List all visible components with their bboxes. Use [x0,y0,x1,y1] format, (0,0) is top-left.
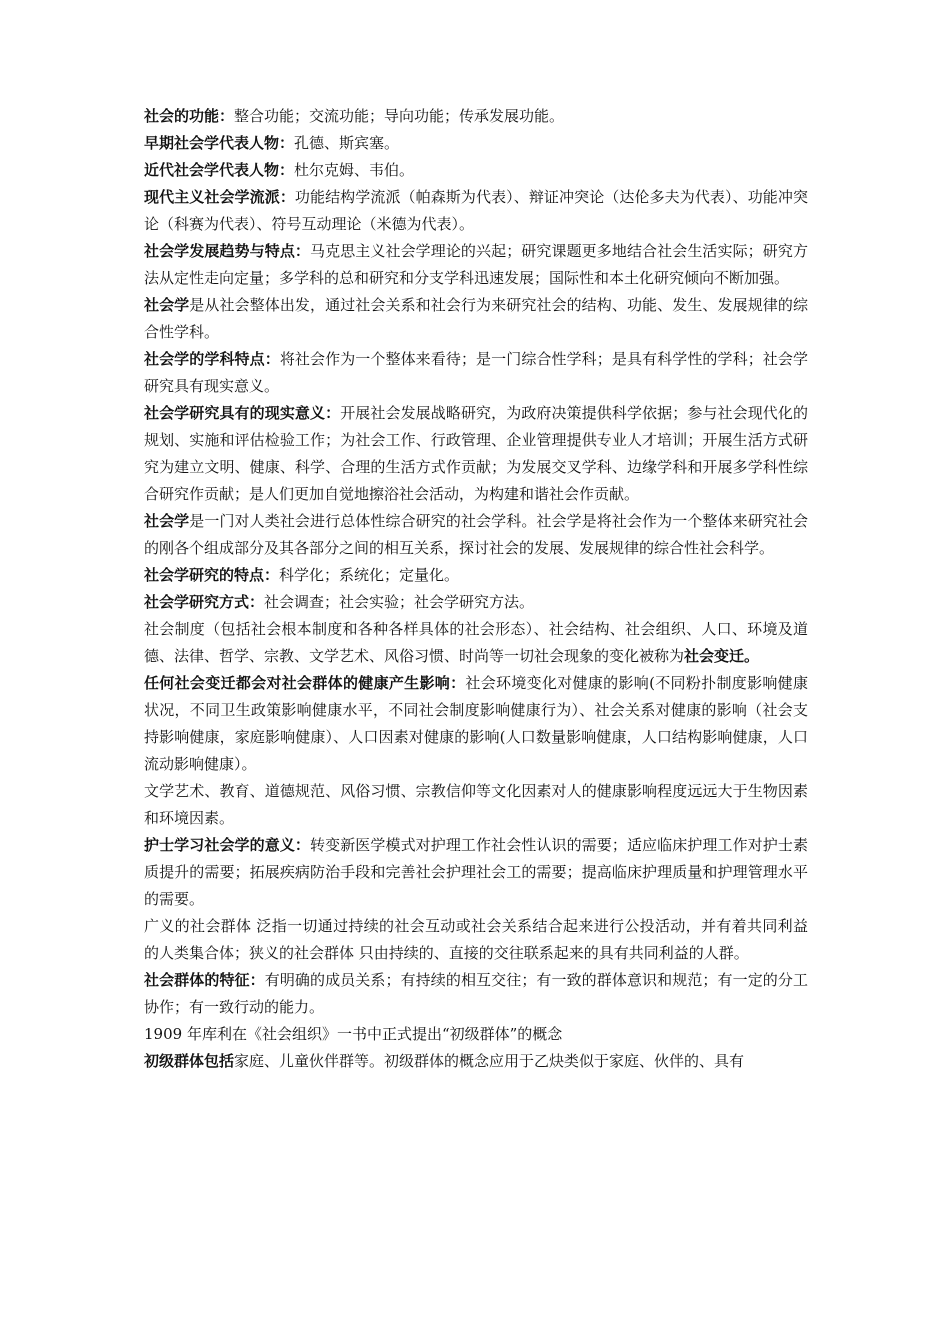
term-label: 社会学 [144,512,190,530]
term-label: 社会变迁。 [684,647,760,665]
paragraph-research-methods: 社会学研究方式：社会调查；社会实验；社会学研究方法。 [144,593,535,611]
term-label: 早期社会学代表人物 [144,134,280,152]
term-label: 近代社会学代表人物 [144,161,280,179]
paragraph-text: 广义的社会群体 泛指一切通过持续的社会互动或社会关系结合起来进行公投活动，并有着共同利益的人类集合体；狭义的社会群体 只由持续的、直接的交往联系起来的具有共同利益的人群。 [144,917,808,962]
paragraph-text: 1909 年库利在《社会组织》一书中正式提出“初级群体”的概念 [144,1025,563,1043]
paragraph-research-features: 社会学研究的特点：科学化；系统化；定量化。 [144,566,460,584]
term-label: 初级群体包括 [144,1052,235,1070]
paragraph-text: 社会调查；社会实验；社会学研究方法。 [264,593,535,611]
paragraph-modern-sociologists: 近代社会学代表人物：杜尔克姆、韦伯。 [144,161,415,179]
paragraph-text: 有明确的成员关系；有持续的相互交往；有一致的群体意识和规范；有一定的分工协作；有一致行动的能力。 [144,971,808,1016]
paragraph-text: 转变新医学模式对护理工作社会性认识的需要；适应临床护理工作对护士素质提升的需要；拓展疾病防治手段和完善社会护理社会工的需要；提高临床护理质量和护理管理水平的需要。 [144,836,808,908]
paragraph-trends: 社会学发展趋势与特点：马克思主义社会学理论的兴起；研究课题更多地结合社会生活实际；研究方法从定性走向定量；多学科的总和研究和分支学科迅速发展；国际性和本土化研究倾向不断加强。 [144,242,808,287]
paragraph-schools: 现代主义社会学流派：功能结构学流派（帕森斯为代表）、辩证冲突论（达伦多夫为代表）、功能冲突论（科赛为代表）、符号互动理论（米德为代表）。 [144,188,808,233]
paragraph-sociology-definition-2 [144,508,808,562]
paragraph-text: 马克思主义社会学理论的兴起；研究课题更多地结合社会生活实际；研究方法从定性走向定量；多学科的总和研究和分支学科迅速发展；国际性和本土化研究倾向不断加强。 [144,242,808,287]
term-label: 社会学的学科特点 [144,350,265,368]
paragraph-text: 是从社会整体出发，通过社会关系和社会行为来研究社会的结构、功能、发生、发展规律的综合性学科。 [144,296,808,341]
paragraph-social-change [144,616,808,670]
paragraph-text: 开展社会发展战略研究，为政府决策提供科学依据；参与社会现代化的规划、实施和评估检验工作；为社会工作、行政管理、企业管理提供专业人才培训；开展生活方式研究为建立文明、健康、科学、合理的生活方式作贡献；为发展交叉学科、边缘学科和开展多学科性综合研究作贡献；是人们更加自觉地擦浴社会活动，为构建和谐社会作贡献。 [144,404,808,503]
paragraph-text: 整合功能；交流功能；导向功能；传承发展功能。 [234,107,565,125]
term-label: 社会学研究的特点 [144,566,265,584]
paragraph-social-group [144,913,808,967]
paragraph-text: 科学化；系统化；定量化。 [279,566,460,584]
paragraph-text: 将社会作为一个整体来看待；是一门综合性学科；是具有科学性的学科；社会学研究具有现实意义。 [144,350,808,395]
term-label: 社会群体的特征 [144,971,250,989]
paragraph-early-sociologists: 早期社会学代表人物：孔德、斯宾塞。 [144,134,400,152]
paragraph-discipline-features: 社会学的学科特点：将社会作为一个整体来看待；是一门综合性学科；是具有科学性的学科；社会学研究具有现实意义。 [144,350,808,395]
paragraph-text: 功能结构学流派（帕森斯为代表）、辩证冲突论（达伦多夫为代表）、功能冲突论（科赛为代表）、符号互动理论（米德为代表）。 [144,188,808,233]
paragraph-primary-group [144,1048,808,1075]
paragraph-text: 文学艺术、教育、道德规范、风俗习惯、宗教信仰等文化因素对人的健康影响程度远远大于生物因素和环境因素。 [144,782,808,827]
term-label: 护士学习社会学的意义 [144,836,295,854]
paragraph-group-features: 社会群体的特征：有明确的成员关系；有持续的相互交往；有一致的群体意识和规范；有一定的分工协作；有一致行动的能力。 [144,971,808,1016]
paragraph-health-impact: 任何社会变迁都会对社会群体的健康产生影响：社会环境变化对健康的影响(不同粉扑制度影响健康状况，不同卫生政策影响健康水平，不同社会制度影响健康行为）、社会关系对健康的影响（社会支持影响健康，家庭影响健康）、人口因素对健康的影响(人口数量影响健康，人口结构影响健康，人口流动影响健康）。 [144,674,808,773]
paragraph-text: 社会环境变化对健康的影响(不同粉扑制度影响健康状况，不同卫生政策影响健康水平，不同社会制度影响健康行为）、社会关系对健康的影响（社会支持影响健康，家庭影响健康）、人口因素对健康的影响(人口数量影响健康，人口结构影响健康，人口流动影响健康）。 [144,674,808,773]
term-label: 社会的功能 [144,107,220,125]
paragraph-culture-factors [144,778,808,832]
paragraph-text: 孔德、斯宾塞。 [294,134,400,152]
term-label: 社会学研究具有的现实意义 [144,404,326,422]
term-label: 现代主义社会学流派 [144,188,280,206]
term-label: 任何社会变迁都会对社会群体的健康产生影响 [144,674,451,692]
paragraph-text: 社会制度（包括社会根本制度和各种各样具体的社会形态）、社会结构、社会组织、人口、环境及道德、法律、哲学、宗教、文学艺术、风俗习惯、时尚等一切社会现象的变化被称为 [144,620,808,665]
paragraph-text: 家庭、儿童伙伴群等。初级群体的概念应用于乙炔类似于家庭、伙伴的、具有 [234,1052,745,1070]
term-label: 社会学发展趋势与特点 [144,242,295,260]
paragraph-sociology-definition [144,292,808,346]
paragraph-practical-significance: 社会学研究具有的现实意义：开展社会发展战略研究，为政府决策提供科学依据；参与社会现代化的规划、实施和评估检验工作；为社会工作、行政管理、企业管理提供专业人才培训；开展生活方式研究为建立文明、健康、科学、合理的生活方式作贡献；为发展交叉学科、边缘学科和开展多学科性综合研究作贡献；是人们更加自觉地擦浴社会活动，为构建和谐社会作贡献。 [144,404,808,503]
document-page [144,103,808,1075]
paragraph-text: 是一门对人类社会进行总体性综合研究的社会学科。社会学是将社会作为一个整体来研究社会的刚各个组成部分及其各部分之间的相互关系，探讨社会的发展、发展规律的综合性社会科学。 [144,512,808,557]
paragraph-social-functions: 社会的功能：整合功能；交流功能；导向功能；传承发展功能。 [144,107,565,125]
term-label: 社会学 [144,296,190,314]
term-label: 社会学研究方式 [144,593,250,611]
paragraph-cooley [144,1021,808,1048]
paragraph-nursing-significance: 护士学习社会学的意义：转变新医学模式对护理工作社会性认识的需要；适应临床护理工作对护士素质提升的需要；拓展疾病防治手段和完善社会护理社会工的需要；提高临床护理质量和护理管理水平的需要。 [144,836,808,908]
paragraph-text: 杜尔克姆、韦伯。 [294,161,415,179]
